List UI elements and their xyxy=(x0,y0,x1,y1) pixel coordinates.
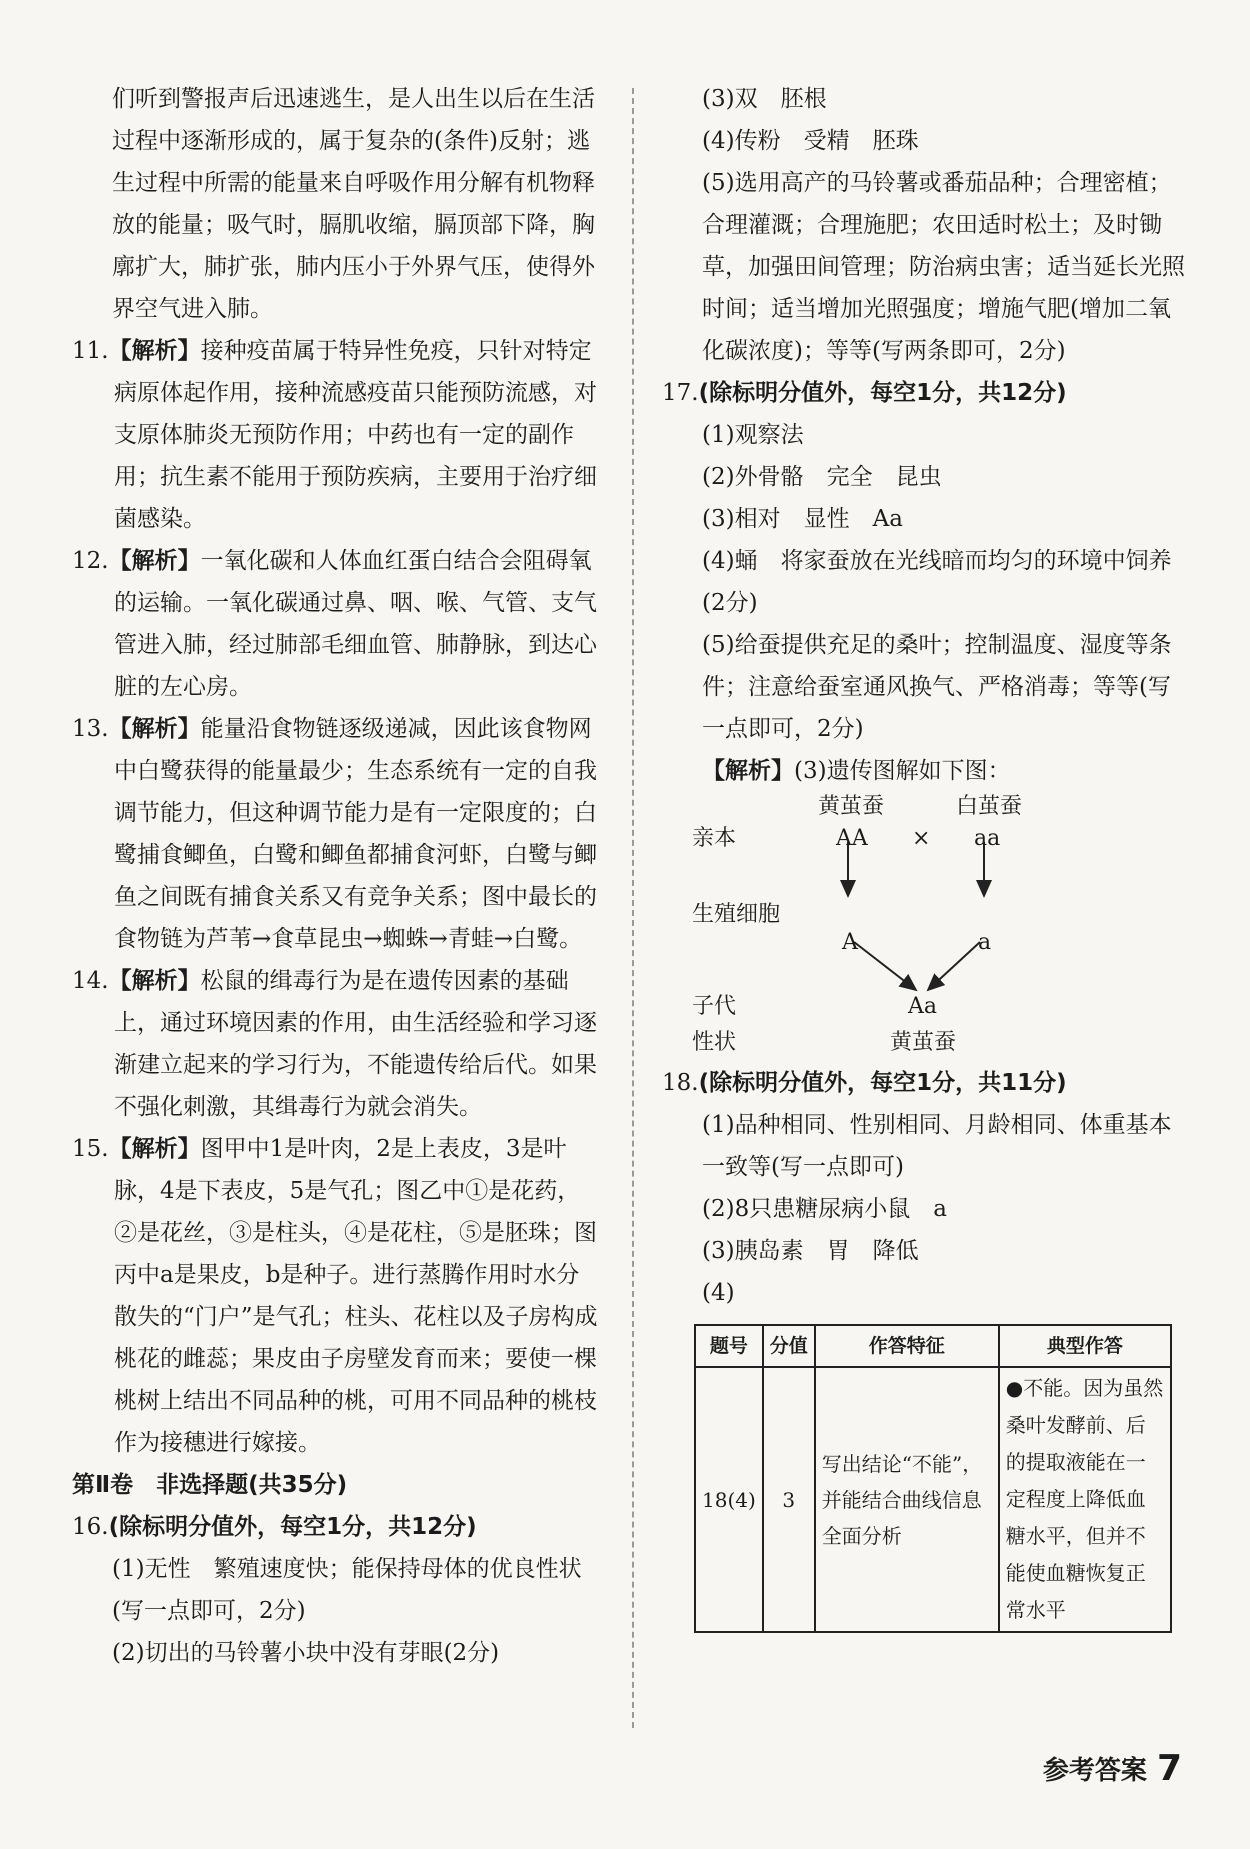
q10-continuation: 们听到警报声后迅速逃生，是人出生以后在生活过程中逐渐形成的，属于复杂的(条件)反射；逃生过程中所需的能量来自呼吸作用分解有机物释放的能量；吸气时，膈肌收缩，膈顶部下降，胸廓扩大，肺扩张，肺内压小于外界气压，使得外界空气进入肺。 xyxy=(112,86,595,322)
parent1-genotype: AA xyxy=(836,826,868,851)
q15-answer xyxy=(72,1128,600,1464)
q12-answer xyxy=(72,540,600,708)
q11-tag: 【解析】 xyxy=(108,338,201,364)
q15-tag: 【解析】 xyxy=(108,1136,201,1162)
q17-answer-4: (4)蛹 将家蚕放在光线暗而均匀的环境中饲养(2分) xyxy=(702,548,1172,616)
arrow-gamete1-to-offspring xyxy=(854,942,916,990)
q16-answer-2: (2)切出的马铃薯小块中没有芽眼(2分) xyxy=(112,1640,500,1666)
table-header-row xyxy=(695,1325,1171,1367)
q17-number: 17. xyxy=(662,380,699,406)
q16-heading xyxy=(72,1506,600,1548)
q16-scoring: (除标明分值外，每空1分，共12分) xyxy=(108,1514,477,1540)
q18-answer-1: (1)品种相同、性别相同、月龄相同、体重基本一致等(写一点即可) xyxy=(702,1112,1172,1180)
left-column xyxy=(72,78,600,1674)
scoring-table xyxy=(694,1324,1172,1633)
gamete-label: 生殖细胞 xyxy=(692,902,781,927)
q12-tag: 【解析】 xyxy=(108,548,201,574)
q18-heading xyxy=(662,1062,1190,1104)
q17-answer-2: (2)外骨骼 完全 昆虫 xyxy=(702,464,942,490)
header-features: 作答特征 xyxy=(815,1325,999,1367)
q18-answer-3: (3)胰岛素 胃 降低 xyxy=(702,1238,919,1264)
header-question-no: 题号 xyxy=(695,1325,763,1367)
cell-question-no: 18(4) xyxy=(695,1367,763,1632)
cell-score: 3 xyxy=(763,1367,815,1632)
q14-tag: 【解析】 xyxy=(108,968,201,994)
arrow-gamete2-to-offspring xyxy=(928,942,980,990)
parent2-name: 白茧蚕 xyxy=(956,794,1023,819)
q16-answer-1: (1)无性 繁殖速度快；能保持母体的优良性状(写一点即可，2分) xyxy=(112,1556,582,1624)
trait-label: 性状 xyxy=(692,1030,737,1055)
page-footer xyxy=(1043,1748,1182,1789)
q17-analysis-tag: 【解析】 xyxy=(702,758,794,784)
header-typical-answer: 典型作答 xyxy=(999,1325,1171,1367)
q17-answer-3: (3)相对 显性 Aa xyxy=(702,506,903,532)
q16-answer-3: (3)双 胚根 xyxy=(702,86,827,112)
offspring-genotype: Aa xyxy=(908,994,938,1019)
q13-text: 能量沿食物链逐级递减，因此该食物网中白鹭获得的能量最少；生态系统有一定的自我调节能力，但这种调节能力是有一定限度的；白鹭捕食鲫鱼，白鹭和鲫鱼都捕食河虾，白鹭与鲫鱼之间既有捕食关系又有竞争关系；图中最长的食物链为芦苇→食草昆虫→蜘蛛→青蛙→白鹭。 xyxy=(114,716,597,952)
q17-analysis xyxy=(662,750,1190,792)
q16-answer-4: (4)传粉 受精 胚珠 xyxy=(702,128,919,154)
q13-answer xyxy=(72,708,600,960)
q18-scoring: (除标明分值外，每空1分，共11分) xyxy=(698,1070,1067,1096)
q17-scoring: (除标明分值外，每空1分，共12分) xyxy=(698,380,1067,406)
q12-text: 一氧化碳和人体血红蛋白结合会阻碍氧的运输。一氧化碳通过鼻、咽、喉、气管、支气管进入肺，经过肺部毛细血管、肺静脉，到达心脏的左心房。 xyxy=(114,548,597,700)
q18-answer-2: (2)8只患糖尿病小鼠 a xyxy=(702,1196,947,1222)
page-number: 7 xyxy=(1156,1748,1182,1789)
q14-number: 14. xyxy=(72,968,109,994)
q15-number: 15. xyxy=(72,1136,109,1162)
q13-number: 13. xyxy=(72,716,109,742)
q16-answer-5: (5)选用高产的马铃薯或番茄品种；合理密植；合理灌溉；合理施肥；农田适时松土；及时锄草，加强田间管理；防治病虫害；适当延长光照时间；适当增加光照强度；增施气肥(增加二氧化碳浓度)；等等(写两条即可，2分) xyxy=(702,170,1185,364)
header-score: 分值 xyxy=(763,1325,815,1367)
q14-answer xyxy=(72,960,600,1128)
q17-answer-5: (5)给蚕提供充足的桑叶；控制温度、湿度等条件；注意给蚕室通风换气、严格消毒；等等(写一点即可，2分) xyxy=(702,632,1172,742)
q14-text: 松鼠的缉毒行为是在遗传因素的基础上，通过环境因素的作用，由生活经验和学习逐渐建立起来的学习行为，不能遗传给后代。如果不强化刺激，其缉毒行为就会消失。 xyxy=(114,968,597,1120)
q11-text: 接种疫苗属于特异性免疫，只针对特定病原体起作用，接种流感疫苗只能预防流感，对支原体肺炎无预防作用；中药也有一定的副作用；抗生素不能用于预防疾病，主要用于治疗细菌感染。 xyxy=(114,338,597,532)
right-column xyxy=(662,78,1190,1633)
q17-heading xyxy=(662,372,1190,414)
genetic-cross-diagram xyxy=(692,792,1190,1062)
q12-number: 12. xyxy=(72,548,109,574)
q11-number: 11. xyxy=(72,338,109,364)
cell-features: 写出结论“不能”，并能结合曲线信息全面分析 xyxy=(815,1367,999,1632)
parent2-genotype: aa xyxy=(974,826,1001,851)
q18-number: 18. xyxy=(662,1070,699,1096)
cross-symbol: × xyxy=(912,826,931,851)
offspring-trait: 黄茧蚕 xyxy=(890,1030,957,1055)
q16-number: 16. xyxy=(72,1514,109,1540)
gamete1: A xyxy=(842,930,858,955)
offspring-label: 子代 xyxy=(692,994,737,1019)
column-divider xyxy=(632,88,634,1728)
q15-text: 图甲中1是叶肉，2是上表皮，3是叶脉，4是下表皮，5是气孔；图乙中①是花药，②是花丝，③是柱头，④是花柱，⑤是胚珠；图丙中a是果皮，b是种子。进行蒸腾作用时水分散失的“门户”是气孔；柱头、花柱以及子房构成桃花的雌蕊；果皮由子房壁发育而来；要使一棵桃树上结出不同品种的桃，可用不同品种的桃枝作为接穗进行嫁接。 xyxy=(114,1136,598,1456)
q17-answer-1: (1)观察法 xyxy=(702,422,804,448)
table-row xyxy=(695,1367,1171,1632)
section-2-heading: 第Ⅱ卷 非选择题(共35分) xyxy=(72,1472,348,1498)
q17-analysis-text: (3)遗传图解如下图： xyxy=(794,758,1011,784)
cell-typical-answer: ●不能。因为虽然桑叶发酵前、后的提取液能在一定程度上降低血糖水平，但并不能使血糖恢复正常水平 xyxy=(999,1367,1171,1632)
q11-answer xyxy=(72,330,600,540)
footer-label: 参考答案 xyxy=(1042,1756,1147,1786)
parent1-name: 黄茧蚕 xyxy=(818,794,885,819)
q18-answer-4: (4) xyxy=(702,1280,735,1306)
gamete2: a xyxy=(978,930,992,955)
parent-label: 亲本 xyxy=(692,826,737,851)
q13-tag: 【解析】 xyxy=(108,716,201,742)
